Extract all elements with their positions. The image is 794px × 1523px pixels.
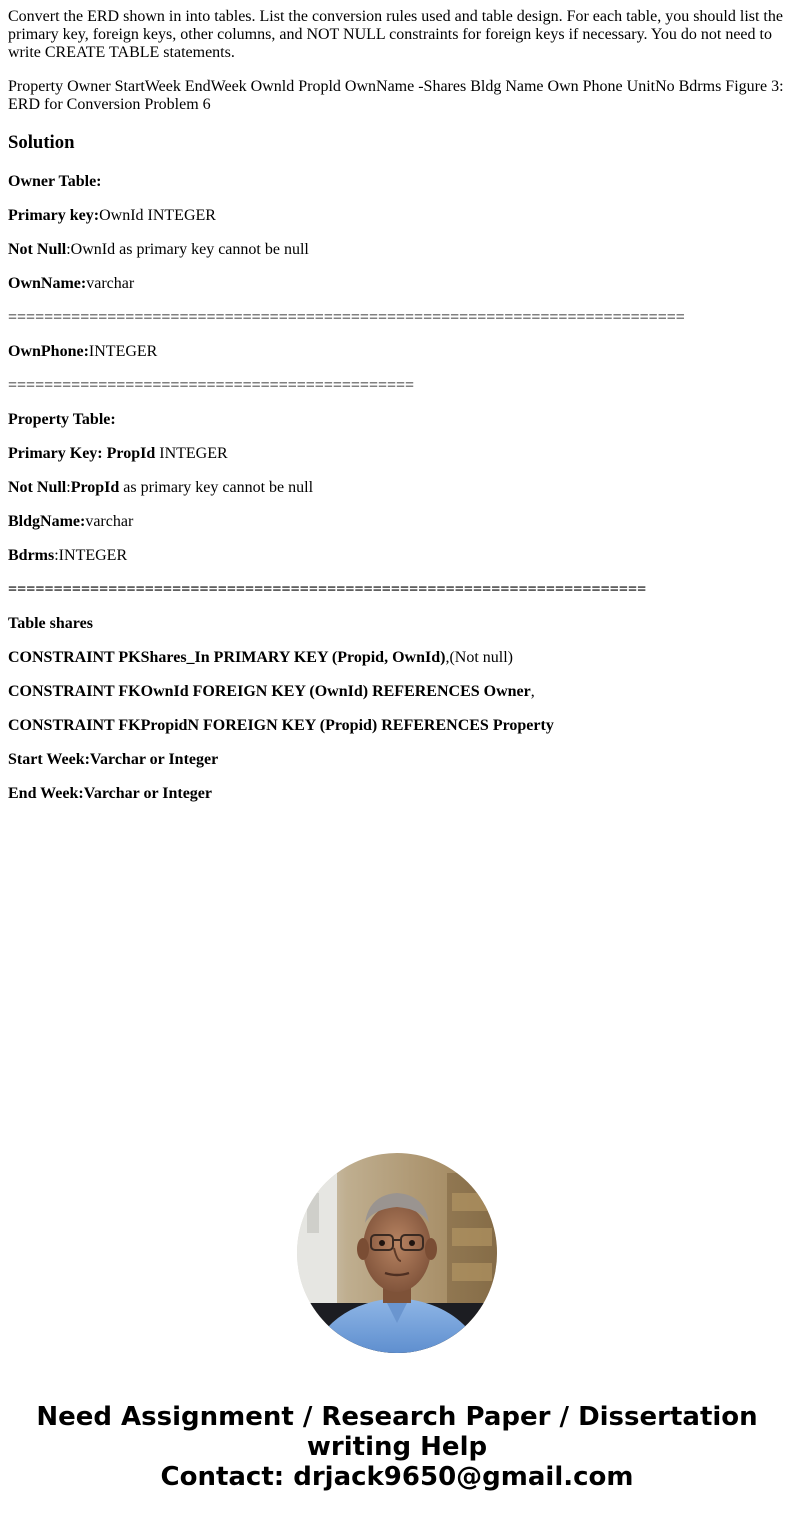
property-not-null bbox=[8, 479, 313, 497]
owner-pk-value: OwnId INTEGER bbox=[99, 207, 216, 224]
author-avatar bbox=[297, 1153, 497, 1353]
question-text: Convert the ERD shown in into tables. List the conversion rules used and table design. For each table, you should list the primary key, foreign keys, other columns, and NOT NULL constraints for foreign keys if necessary. You do not need to write CREATE TABLE statements. bbox=[8, 8, 783, 61]
shares-end-week: End Week:Varchar or Integer bbox=[8, 785, 213, 802]
footer-contact-email: Contact: drjack9650@gmail.com bbox=[160, 1462, 634, 1492]
divider: ============================================= bbox=[8, 377, 415, 394]
shares-fk-owner-suffix: , bbox=[530, 683, 535, 700]
owner-not-null bbox=[8, 241, 309, 259]
divider: =========================================================================== bbox=[8, 309, 685, 326]
owner-name-column bbox=[8, 275, 134, 293]
footer-line-1: Need Assignment / Research Paper / Dissertation bbox=[36, 1402, 758, 1432]
owner-name-value: varchar bbox=[86, 275, 135, 292]
property-bdrms-column bbox=[8, 547, 127, 565]
owner-table-title: Owner Table: bbox=[8, 173, 102, 190]
owner-name-label: OwnName: bbox=[8, 275, 87, 292]
owner-phone-label: OwnPhone: bbox=[8, 343, 89, 360]
property-primary-key bbox=[8, 445, 228, 463]
shares-start-week: Start Week:Varchar or Integer bbox=[8, 751, 219, 768]
divider: ====================================================================== bbox=[8, 581, 647, 598]
property-bdrms-value: :INTEGER bbox=[54, 547, 128, 564]
owner-phone-column bbox=[8, 343, 157, 361]
solution-heading: Solution bbox=[8, 132, 75, 153]
shares-fk-owner-constraint: CONSTRAINT FKOwnId FOREIGN KEY (OwnId) REFERENCES Owner bbox=[8, 683, 531, 700]
property-bldg-value: varchar bbox=[85, 513, 134, 530]
property-notnull-value: as primary key cannot be null bbox=[119, 479, 314, 496]
property-notnull-key: PropId bbox=[70, 479, 120, 496]
owner-pk-label: Primary key: bbox=[8, 207, 100, 224]
shares-fk-property: CONSTRAINT FKPropidN FOREIGN KEY (Propid) REFERENCES Property bbox=[8, 717, 554, 734]
property-pk-label: Primary Key: PropId bbox=[8, 445, 156, 462]
owner-primary-key bbox=[8, 207, 216, 225]
property-bldg-label: BldgName: bbox=[8, 513, 86, 530]
owner-notnull-label: Not Null bbox=[8, 241, 67, 258]
contact-footer bbox=[0, 1402, 794, 1492]
property-table-title: Property Table: bbox=[8, 411, 116, 428]
shares-pk-constraint: CONSTRAINT PKShares_In PRIMARY KEY (Propid, OwnId) bbox=[8, 649, 446, 666]
author-photo-icon bbox=[297, 1153, 497, 1353]
property-bldg-column bbox=[8, 513, 133, 531]
shares-pk-note: ,(Not null) bbox=[445, 649, 513, 666]
shares-table-title: Table shares bbox=[8, 615, 93, 632]
owner-phone-value: INTEGER bbox=[88, 343, 158, 360]
property-notnull-sep: : bbox=[66, 479, 71, 496]
shares-primary-key bbox=[8, 649, 513, 667]
property-notnull-label: Not Null bbox=[8, 479, 67, 496]
shares-fk-owner bbox=[8, 683, 535, 701]
property-pk-value: INTEGER bbox=[155, 445, 228, 462]
owner-notnull-value: :OwnId as primary key cannot be null bbox=[66, 241, 309, 258]
footer-line-2: writing Help bbox=[306, 1432, 488, 1462]
property-bdrms-label: Bdrms bbox=[8, 547, 55, 564]
erd-figure-text: Property Owner StartWeek EndWeek Ownld Propld OwnName -Shares Bldg Name Own Phone UnitNo Bdrms Figure 3: ERD for Conversion Problem 6 bbox=[8, 78, 784, 113]
